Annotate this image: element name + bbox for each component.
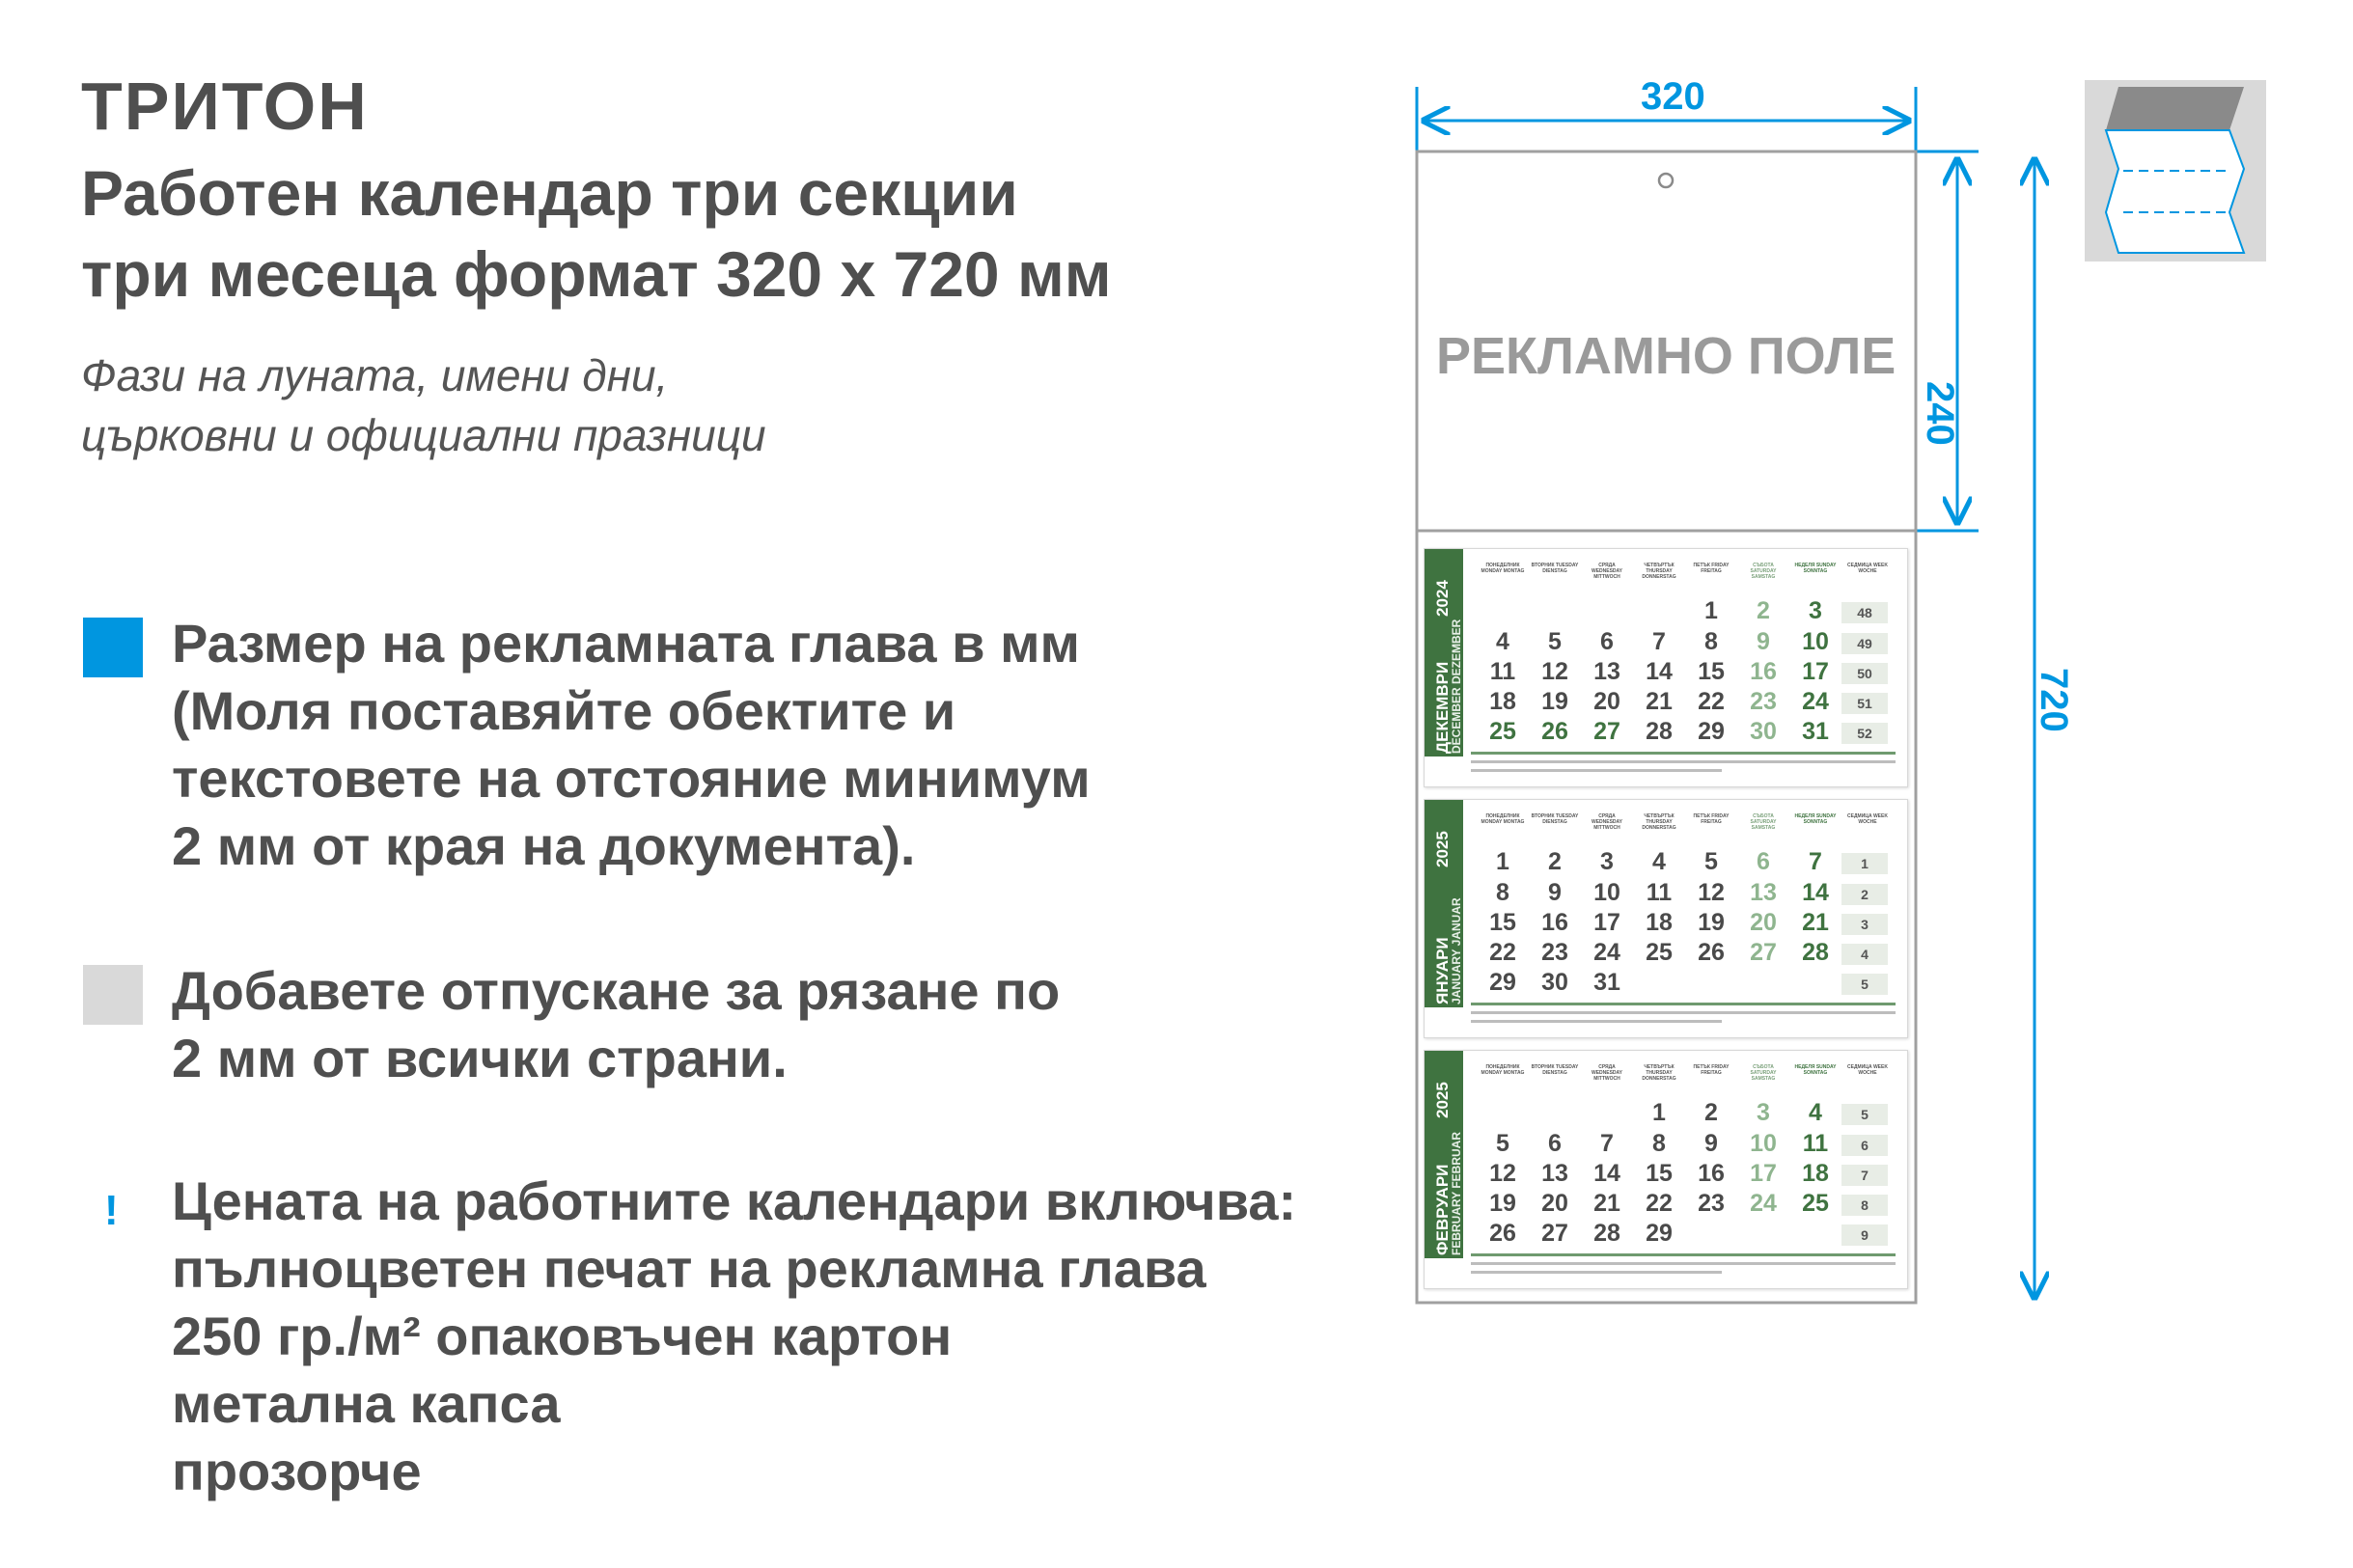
product-subtitle-line2: три месеца формат 320 х 720 мм: [81, 238, 1112, 310]
calendar-day: 23: [1698, 1190, 1725, 1217]
week-number: 4: [1841, 944, 1888, 965]
calendar-day: 19: [1698, 909, 1725, 936]
calendar-day: 12: [1698, 879, 1725, 906]
calendar-day: 16: [1698, 1160, 1725, 1187]
calendar-day: 2: [1757, 597, 1770, 624]
calendar-day: 7: [1652, 628, 1666, 655]
calendar-day: 24: [1802, 688, 1829, 715]
holidays-footnote-line: [1471, 1011, 1896, 1014]
calendar-day: 31: [1802, 718, 1829, 745]
calendar-day: 14: [1593, 1160, 1620, 1187]
week-number: 50: [1841, 663, 1888, 684]
calendar-day: 30: [1541, 969, 1568, 996]
calendar-day: 10: [1802, 628, 1829, 655]
calendar-day: 22: [1489, 939, 1516, 966]
calendar-day: 4: [1652, 848, 1666, 875]
calendar-day: 5: [1496, 1130, 1509, 1157]
calendar-day: 29: [1646, 1220, 1673, 1247]
product-title: ТРИТОН: [81, 69, 369, 144]
bleed-info-line: Добавете отпускане за рязане по: [172, 960, 1061, 1021]
weekday-header: СЪБОТА SATURDAY SAMSTAG: [1750, 563, 1777, 580]
month-name-translations: DECEMBER DEZEMBER: [1450, 619, 1463, 754]
calendar-day: 22: [1698, 688, 1725, 715]
calendar-day: 21: [1802, 909, 1829, 936]
weekday-header: НЕДЕЛЯ SUNDAY SONNTAG: [1794, 563, 1837, 574]
calendar-day: 1: [1496, 848, 1509, 875]
week-number: 51: [1841, 693, 1888, 714]
calendar-day: 2: [1548, 848, 1562, 875]
calendar-day: 28: [1593, 1220, 1620, 1247]
calendar-day: 11: [1646, 879, 1673, 906]
total-height-label: 720: [2033, 668, 2075, 732]
calendar-day: 3: [1600, 848, 1614, 875]
month-panel: [1424, 548, 1908, 787]
weekday-header: СЕДМИЦА WEEK WOCHE: [1847, 813, 1888, 825]
month-name-translations: JANUARY JANUAR: [1450, 897, 1463, 1004]
week-number: 5: [1841, 974, 1888, 995]
calendar-day: 16: [1750, 658, 1777, 685]
calendar-day: 29: [1698, 718, 1725, 745]
weekday-header: СЕДМИЦА WEEK WOCHE: [1847, 1064, 1888, 1076]
weekday-header: НЕДЕЛЯ SUNDAY SONNTAG: [1794, 813, 1837, 825]
calendar-day: 9: [1757, 628, 1770, 655]
month-name: ЯНУАРИ: [1433, 937, 1452, 1004]
weekday-header: ВТОРНИК TUESDAY DIENSTAG: [1531, 563, 1579, 574]
calendar-day: 19: [1541, 688, 1568, 715]
weekday-header: ПЕТЪК FRIDAY FREITAG: [1693, 563, 1730, 574]
calendar-day: 22: [1646, 1190, 1673, 1217]
calendar-day: 25: [1646, 939, 1673, 966]
price-info-line: прозорче: [172, 1441, 422, 1501]
calendar-day: 5: [1548, 628, 1562, 655]
calendar-day: 26: [1698, 939, 1725, 966]
calendar-day: 10: [1593, 879, 1620, 906]
exclamation-icon: !: [104, 1187, 119, 1234]
calendar-day: 28: [1646, 718, 1673, 745]
calendar-day: 20: [1593, 688, 1620, 715]
calendar-day: 4: [1496, 628, 1509, 655]
calendar-day: 27: [1541, 1220, 1568, 1247]
calendar-day: 21: [1646, 688, 1673, 715]
week-number: 3: [1841, 914, 1888, 935]
month-strip: [1425, 549, 1463, 756]
week-number: 48: [1841, 602, 1888, 623]
calendar-day: 17: [1593, 909, 1620, 936]
weekday-header: ВТОРНИК TUESDAY DIENSTAG: [1531, 1064, 1579, 1076]
product-subtitle-line1: Работен календар три секции: [81, 157, 1018, 229]
holidays-footnote-line: [1471, 1020, 1722, 1023]
calendar-day: 7: [1600, 1130, 1614, 1157]
calendar-day: 8: [1496, 879, 1509, 906]
weekday-header: ПЕТЪК FRIDAY FREITAG: [1693, 813, 1730, 825]
weekday-header: СЕДМИЦА WEEK WOCHE: [1847, 563, 1888, 574]
calendar-day: 18: [1802, 1160, 1829, 1187]
calendar-day: 26: [1541, 718, 1568, 745]
week-number: 8: [1841, 1195, 1888, 1216]
calendar-day: 14: [1802, 879, 1829, 906]
size-info-line: текстовете на отстояние минимум: [172, 748, 1091, 809]
weekday-header: СЪБОТА SATURDAY SAMSTAG: [1750, 813, 1777, 831]
week-number: 7: [1841, 1165, 1888, 1186]
calendar-day: 31: [1593, 969, 1620, 996]
calendar-day: 8: [1704, 628, 1718, 655]
size-info-line: (Моля поставяйте обектите и: [172, 680, 956, 741]
calendar-day: 23: [1541, 939, 1568, 966]
calendar-day: 30: [1750, 718, 1777, 745]
weekday-header: СРЯДА WEDNESDAY MITTWOCH: [1591, 563, 1623, 580]
calendar-day: 27: [1593, 718, 1620, 745]
weekday-header: НЕДЕЛЯ SUNDAY SONNTAG: [1794, 1064, 1837, 1076]
month-name-translations: FEBRUARY FEBRUAR: [1450, 1131, 1463, 1255]
calendar-day: 15: [1698, 658, 1725, 685]
calendar-day: 9: [1548, 879, 1562, 906]
ad-field-label: РЕКЛАМНО ПОЛЕ: [1436, 327, 1896, 385]
month-year: 2024: [1433, 580, 1452, 617]
weekday-header: ВТОРНИК TUESDAY DIENSTAG: [1531, 813, 1579, 825]
calendar-day: 20: [1750, 909, 1777, 936]
calendar-day: 13: [1750, 879, 1777, 906]
calendar-day: 18: [1489, 688, 1516, 715]
calendar-day: 17: [1750, 1160, 1777, 1187]
calendar-day: 6: [1757, 848, 1770, 875]
month-panel: [1424, 1050, 1908, 1289]
month-year: 2025: [1433, 1082, 1452, 1118]
calendar-day: 28: [1802, 939, 1829, 966]
weekday-header: ПЕТЪК FRIDAY FREITAG: [1693, 1064, 1730, 1076]
description-line2: църковни и официални празници: [81, 410, 766, 460]
calendar-day: 2: [1704, 1099, 1718, 1126]
calendar-day: 9: [1704, 1130, 1718, 1157]
calendar-day: 12: [1541, 658, 1568, 685]
price-info-line: пълноцветен печат на рекламна глава: [172, 1238, 1206, 1299]
calendar-day: 21: [1593, 1190, 1620, 1217]
calendar-day: 8: [1652, 1130, 1666, 1157]
calendar-day: 14: [1646, 658, 1673, 685]
calendar-day: 12: [1489, 1160, 1516, 1187]
weekday-header: ПОНЕДЕЛНИК MONDAY MONTAG: [1481, 813, 1525, 825]
weekday-header: ЧЕТВЪРТЪК THURSDAY DONNERSTAG: [1642, 813, 1676, 831]
week-number: 2: [1841, 884, 1888, 905]
week-number: 5: [1841, 1104, 1888, 1125]
weekday-header: СРЯДА WEDNESDAY MITTWOCH: [1591, 813, 1623, 831]
calendar-day: 17: [1802, 658, 1829, 685]
calendar-day: 4: [1809, 1099, 1822, 1126]
calendar-day: 1: [1652, 1099, 1666, 1126]
calendar-day: 23: [1750, 688, 1777, 715]
holidays-footnote-line: [1471, 1003, 1896, 1005]
bleed-info-line: 2 мм от всички страни.: [172, 1028, 788, 1088]
calendar-day: 6: [1600, 628, 1614, 655]
week-number: 49: [1841, 633, 1888, 654]
price-info-line: Цената на работните календари включва:: [172, 1170, 1297, 1231]
calendar-day: 13: [1593, 658, 1620, 685]
size-info-line: Размер на рекламната глава в мм: [172, 613, 1080, 674]
calendar-day: 1: [1704, 597, 1718, 624]
weekday-header: ПОНЕДЕЛНИК MONDAY MONTAG: [1481, 563, 1525, 574]
calendar-day: 13: [1541, 1160, 1568, 1187]
calendar-day: 6: [1548, 1130, 1562, 1157]
calendar-day: 25: [1489, 718, 1516, 745]
calendar-day: 3: [1809, 597, 1822, 624]
month-name: ДЕКЕМВРИ: [1433, 661, 1452, 754]
calendar-day: 29: [1489, 969, 1516, 996]
fold-diagram-icon: [2085, 80, 2266, 261]
price-info-line: 250 гр./м² опаковъчен картон: [172, 1306, 953, 1366]
holidays-footnote-line: [1471, 760, 1896, 763]
size-info-line: 2 мм от края на документа).: [172, 815, 916, 876]
month-strip: [1425, 800, 1463, 1007]
calendar-day: 27: [1750, 939, 1777, 966]
calendar-day: 7: [1809, 848, 1822, 875]
header-height-label: 240: [1919, 381, 1961, 446]
weekday-header: ПОНЕДЕЛНИК MONDAY MONTAG: [1481, 1064, 1525, 1076]
calendar-day: 24: [1750, 1190, 1777, 1217]
calendar-day: 16: [1541, 909, 1568, 936]
holidays-footnote-line: [1471, 1262, 1896, 1265]
weekday-header: ЧЕТВЪРТЪК THURSDAY DONNERSTAG: [1642, 1064, 1676, 1082]
calendar-day: 18: [1646, 909, 1673, 936]
calendar-day: 20: [1541, 1190, 1568, 1217]
holidays-footnote-line: [1471, 752, 1896, 755]
calendar-day: 26: [1489, 1220, 1516, 1247]
week-number: 6: [1841, 1135, 1888, 1156]
description-line1: Фази на луната, имени дни,: [81, 350, 669, 400]
calendar-day: 25: [1802, 1190, 1829, 1217]
calendar-day: 5: [1704, 848, 1718, 875]
calendar-day: 24: [1593, 939, 1620, 966]
month-strip: [1425, 1051, 1463, 1258]
week-number: 9: [1841, 1224, 1888, 1246]
week-number: 52: [1841, 723, 1888, 744]
calendar-day: 10: [1750, 1130, 1777, 1157]
calendar-day: 3: [1757, 1099, 1770, 1126]
holidays-footnote-line: [1471, 1271, 1722, 1274]
calendar-day: 11: [1489, 658, 1516, 685]
calendar-day: 19: [1489, 1190, 1516, 1217]
week-number: 1: [1841, 853, 1888, 874]
month-name: ФЕВРУАРИ: [1433, 1164, 1452, 1255]
calendar-day: 15: [1489, 909, 1516, 936]
price-info-line: метална капса: [172, 1373, 561, 1434]
holidays-footnote-line: [1471, 769, 1722, 772]
calendar-day: 11: [1802, 1130, 1829, 1157]
weekday-header: ЧЕТВЪРТЪК THURSDAY DONNERSTAG: [1642, 563, 1676, 580]
calendar-day: 15: [1646, 1160, 1673, 1187]
month-panel: [1424, 799, 1908, 1038]
width-label: 320: [1641, 75, 1705, 118]
month-year: 2025: [1433, 831, 1452, 867]
weekday-header: СЪБОТА SATURDAY SAMSTAG: [1750, 1064, 1777, 1082]
weekday-header: СРЯДА WEDNESDAY MITTWOCH: [1591, 1064, 1623, 1082]
holidays-footnote-line: [1471, 1253, 1896, 1256]
